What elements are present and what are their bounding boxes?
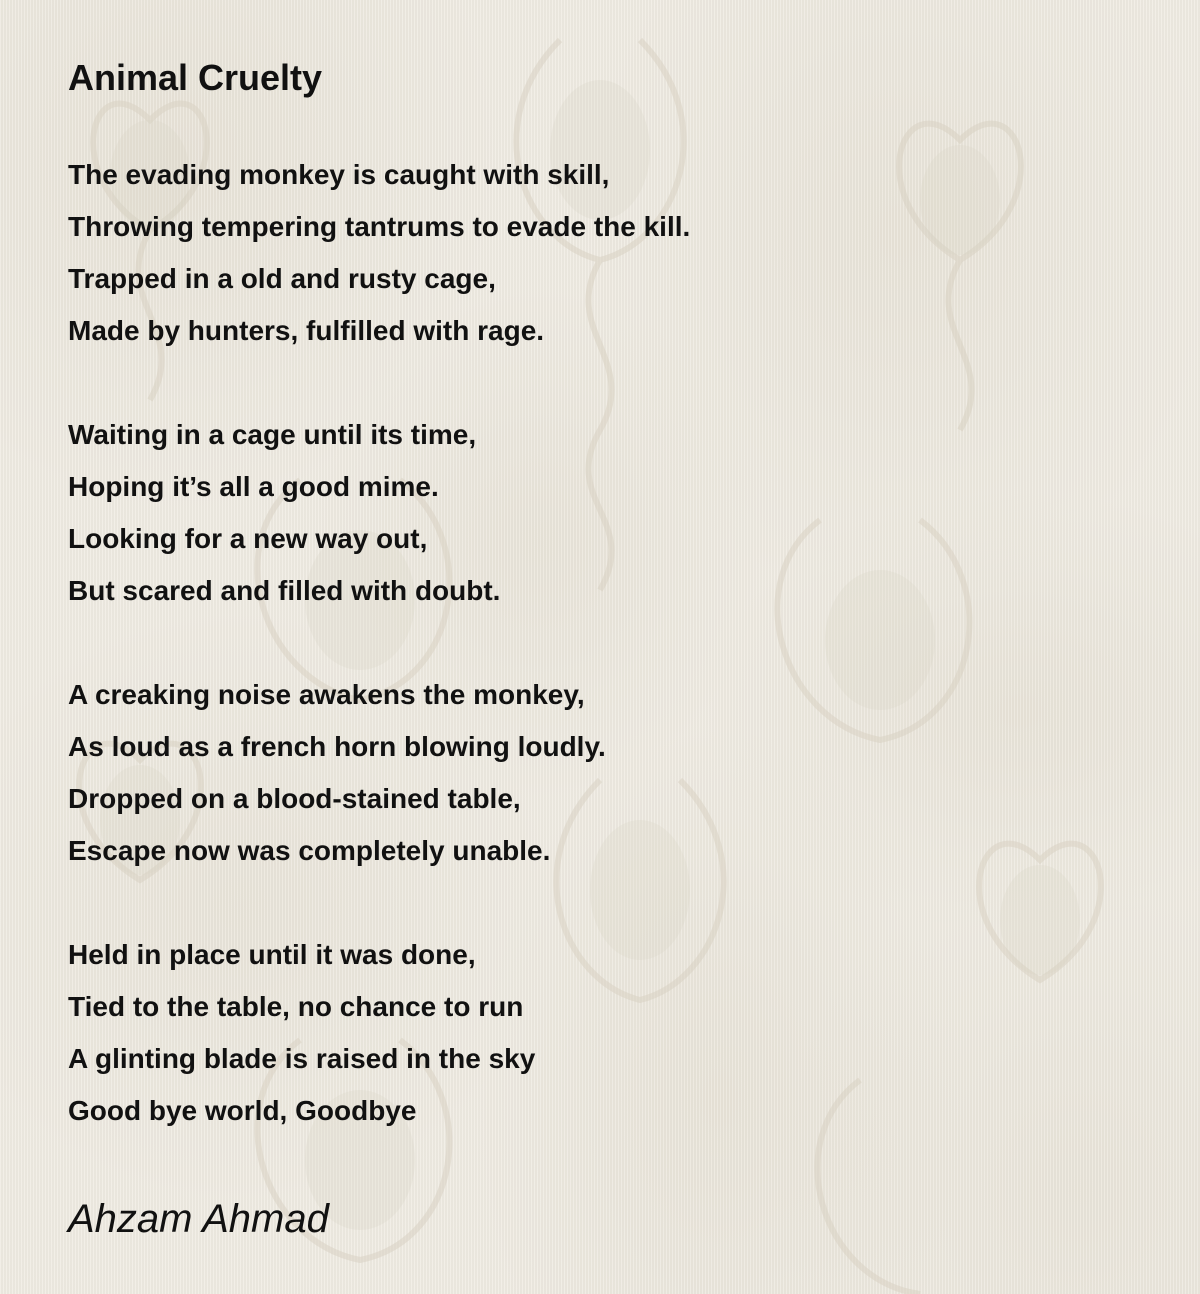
stanza-1	[68, 149, 690, 357]
poem-line: Waiting in a cage until its time,	[68, 419, 477, 450]
poem-line: As loud as a french horn blowing loudly.	[68, 731, 606, 762]
poem-line: Looking for a new way out,	[68, 523, 428, 554]
stanza-3	[68, 669, 606, 877]
poem-line: Escape now was completely unable.	[68, 835, 551, 866]
poem-line: A glinting blade is raised in the sky	[68, 1043, 536, 1074]
poem-line: Made by hunters, fulfilled with rage.	[68, 315, 545, 346]
poem-line: But scared and filled with doubt.	[68, 575, 501, 606]
poem-line: Held in place until it was done,	[68, 939, 476, 970]
poem-title: Animal Cruelty	[68, 57, 323, 98]
poem-line: The evading monkey is caught with skill,	[68, 159, 610, 190]
poem-line: Tied to the table, no chance to run	[68, 991, 524, 1022]
poem-line: Dropped on a blood-stained table,	[68, 783, 521, 814]
poem-line: Trapped in a old and rusty cage,	[68, 263, 496, 294]
poem-line: Throwing tempering tantrums to evade the kill.	[68, 211, 691, 242]
stanza-4	[68, 929, 535, 1137]
poem-author: Ahzam Ahmad	[68, 1197, 329, 1241]
poem-line: Good bye world, Goodbye	[68, 1095, 417, 1126]
poem-line: A creaking noise awakens the monkey,	[68, 679, 585, 710]
stanza-2	[68, 409, 500, 617]
poem-line: Hoping it’s all a good mime.	[68, 471, 439, 502]
